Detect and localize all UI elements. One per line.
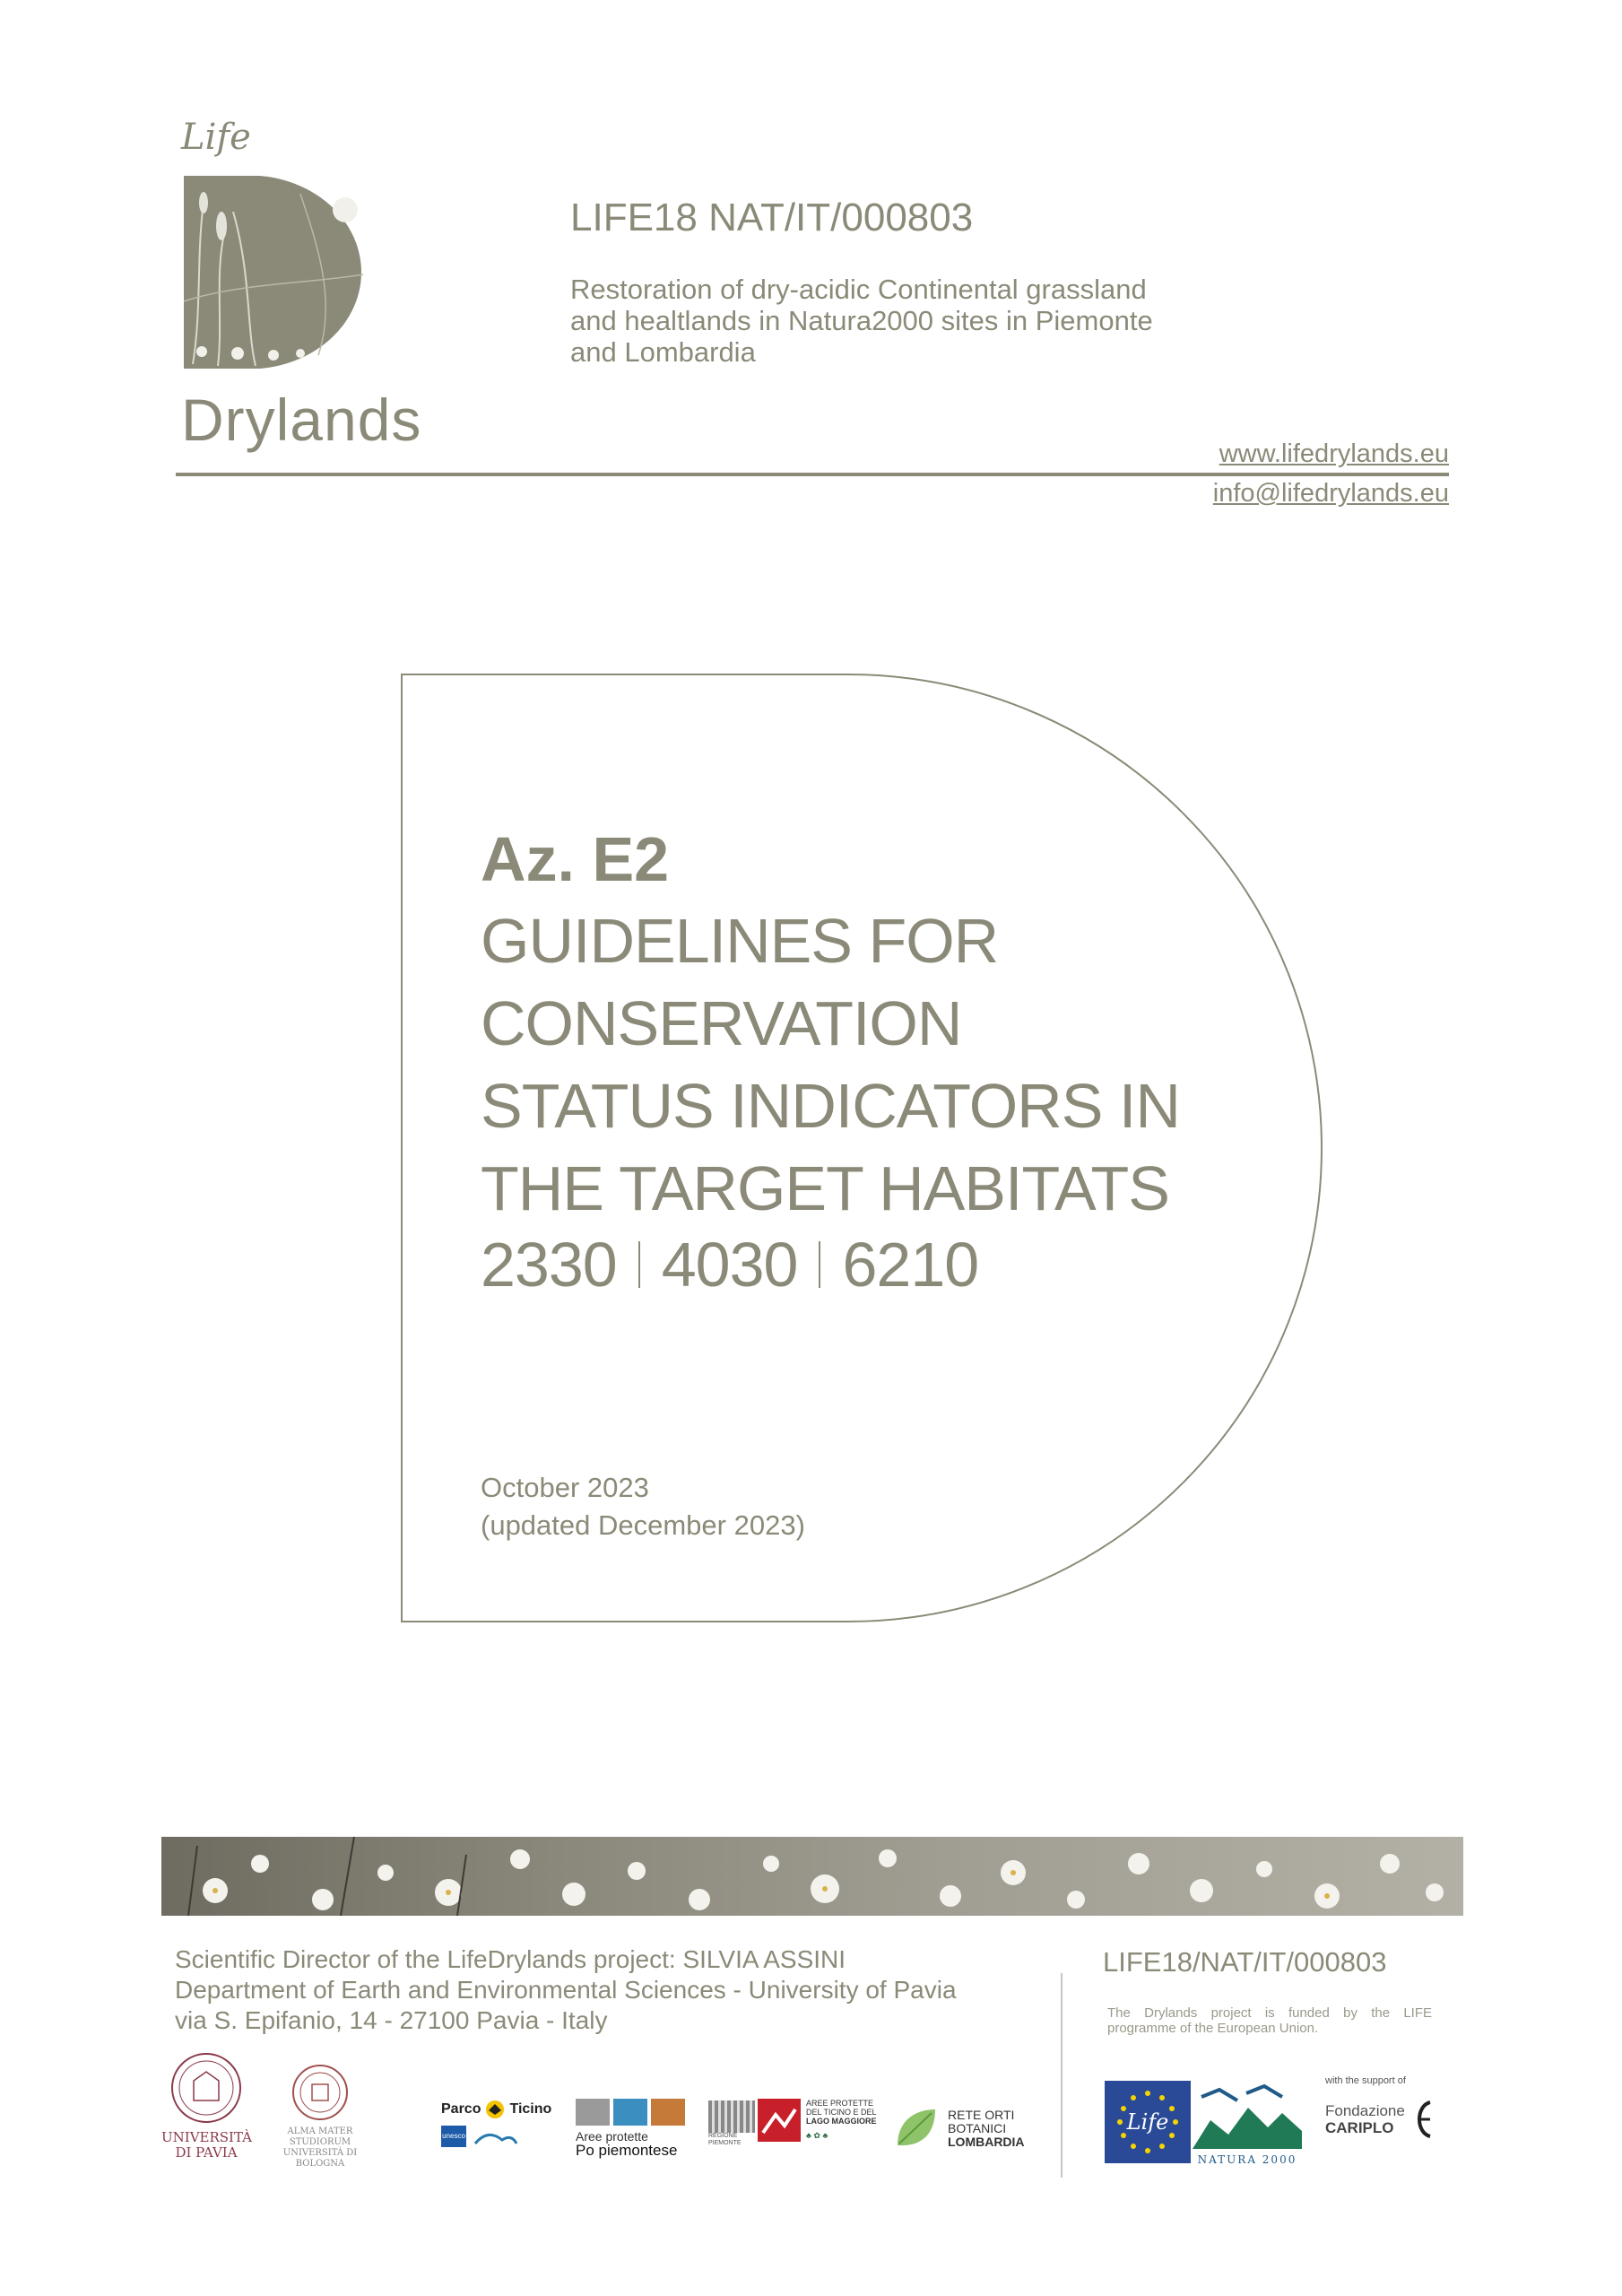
footer-line: via S. Epifanio, 14 - 27100 Pavia - Italy [175,2006,608,2034]
document-date [481,1469,805,1544]
pavia-seal-icon [169,2050,244,2126]
rete-text-2: BOTANICI [948,2120,1007,2135]
regione-text-2: PIEMONTE [708,2140,742,2146]
leaf-icon [892,2104,941,2152]
parco-text: Parco [441,2101,481,2117]
bologna-seal-icon [291,2063,350,2122]
funding-statement: The Drylands project is funded by the LIFE programme of the European Union. [1107,2005,1432,2036]
footer-line: Scientific Director of the LifeDrylands project: SILVIA ASSINI [175,1945,846,1973]
title-line: STATUS INDICATORS IN [481,1071,1180,1141]
footer-divider [1061,1973,1063,2178]
title-line: CONSERVATION [481,988,962,1058]
action-code: Az. E2 [481,824,670,894]
rete-orti-botanici-logo [892,2104,1045,2152]
logo-life-script: Life [181,117,251,158]
po-river-icon [613,2099,647,2126]
scientific-director-info [175,1944,957,2036]
pavia-text-2: DI PAVIA [175,2144,238,2161]
university-pavia-logo [161,2050,251,2161]
natura-text: NATURA 2000 [1197,2153,1297,2166]
footer-project-code: LIFE18/NAT/IT/000803 [1103,1946,1387,1978]
project-description-line: and healtlands in Natura2000 sites in Piemonte [570,305,1153,336]
habitat-codes [481,1229,978,1300]
natura-2000-logo [1193,2081,1302,2166]
date-line: October 2023 [481,1472,649,1503]
rete-text-3: LOMBARDIA [948,2134,1025,2149]
date-update-line: (updated December 2023) [481,1509,805,1541]
fondazione-cariplo-logo [1325,2075,1460,2140]
bologna-text-2: UNIVERSITÀ DI BOLOGNA [282,2148,358,2169]
flower-photo-strip [161,1837,1463,1916]
habitat-code: 2330 [481,1230,617,1300]
aree-protette-po-logo [576,2099,701,2158]
project-description-line: and Lombardia [570,336,756,368]
cariplo-text-1: Fondazione [1325,2102,1405,2119]
habitat-code: 4030 [661,1230,798,1300]
logo-wordmark: Drylands [181,387,422,453]
aree-text-2: DEL TICINO E DEL [806,2108,877,2117]
cariplo-text-2: CARIPLO [1325,2119,1394,2136]
support-text: with the support of [1325,2075,1406,2086]
university-bologna-logo [262,2063,378,2170]
title-line: GUIDELINES FOR [481,906,999,976]
project-code: LIFE18 NAT/IT/000803 [570,196,974,239]
ticino-lago-icon [758,2099,801,2142]
ticino-text: Ticino [509,2101,552,2117]
ticino-bird-icon [484,2099,506,2120]
cariplo-mark-icon [1412,2099,1432,2140]
habitat-code: 6210 [842,1230,979,1300]
regione-piemonte-logo [708,2100,755,2147]
habitat-separator [638,1241,640,1288]
parco-ticino-logo [441,2099,558,2147]
footer-line: Department of Earth and Environmental Sciences - University of Pavia [175,1976,957,2004]
website-link[interactable]: www.lifedrylands.eu [1219,439,1449,468]
email-link[interactable]: info@lifedrylands.eu [1212,479,1449,508]
regione-text-1: REGIONE [708,2133,738,2139]
natura-landscape-icon [1193,2081,1302,2149]
habitat-separator [819,1241,820,1288]
po-text-1: Aree protette [576,2129,648,2144]
regione-pattern-icon [708,2100,755,2133]
po-text-2: Po piemontese [576,2142,678,2159]
po-bird-icon [651,2099,685,2126]
title-line: THE TARGET HABITATS [481,1153,1169,1223]
aree-text-3: LAGO MAGGIORE [806,2117,877,2126]
eu-stars-icon [1105,2081,1191,2163]
life-eu-logo [1105,2081,1191,2163]
project-description [570,274,1305,368]
header-divider [176,473,1449,476]
life-eu-text: Life [1126,2109,1169,2135]
ticino-landscape-icon [473,2126,518,2147]
bologna-text-1: ALMA MATER STUDIORUM [287,2126,353,2147]
drylands-logo-icon [184,176,372,369]
pavia-text-1: UNIVERSITÀ [161,2129,252,2145]
regione-grid-icon [576,2099,610,2126]
document-title [481,900,1180,1230]
aree-text-1: AREE PROTETTE [806,2099,874,2108]
plant-icons: ♣ ✿ ♣ [806,2131,828,2140]
aree-protette-ticino-logo [758,2099,883,2142]
project-description-line: Restoration of dry-acidic Continental grassland [570,274,1147,305]
rete-text-1: RETE ORTI [948,2107,1015,2122]
unesco-badge: unesco [441,2126,466,2147]
